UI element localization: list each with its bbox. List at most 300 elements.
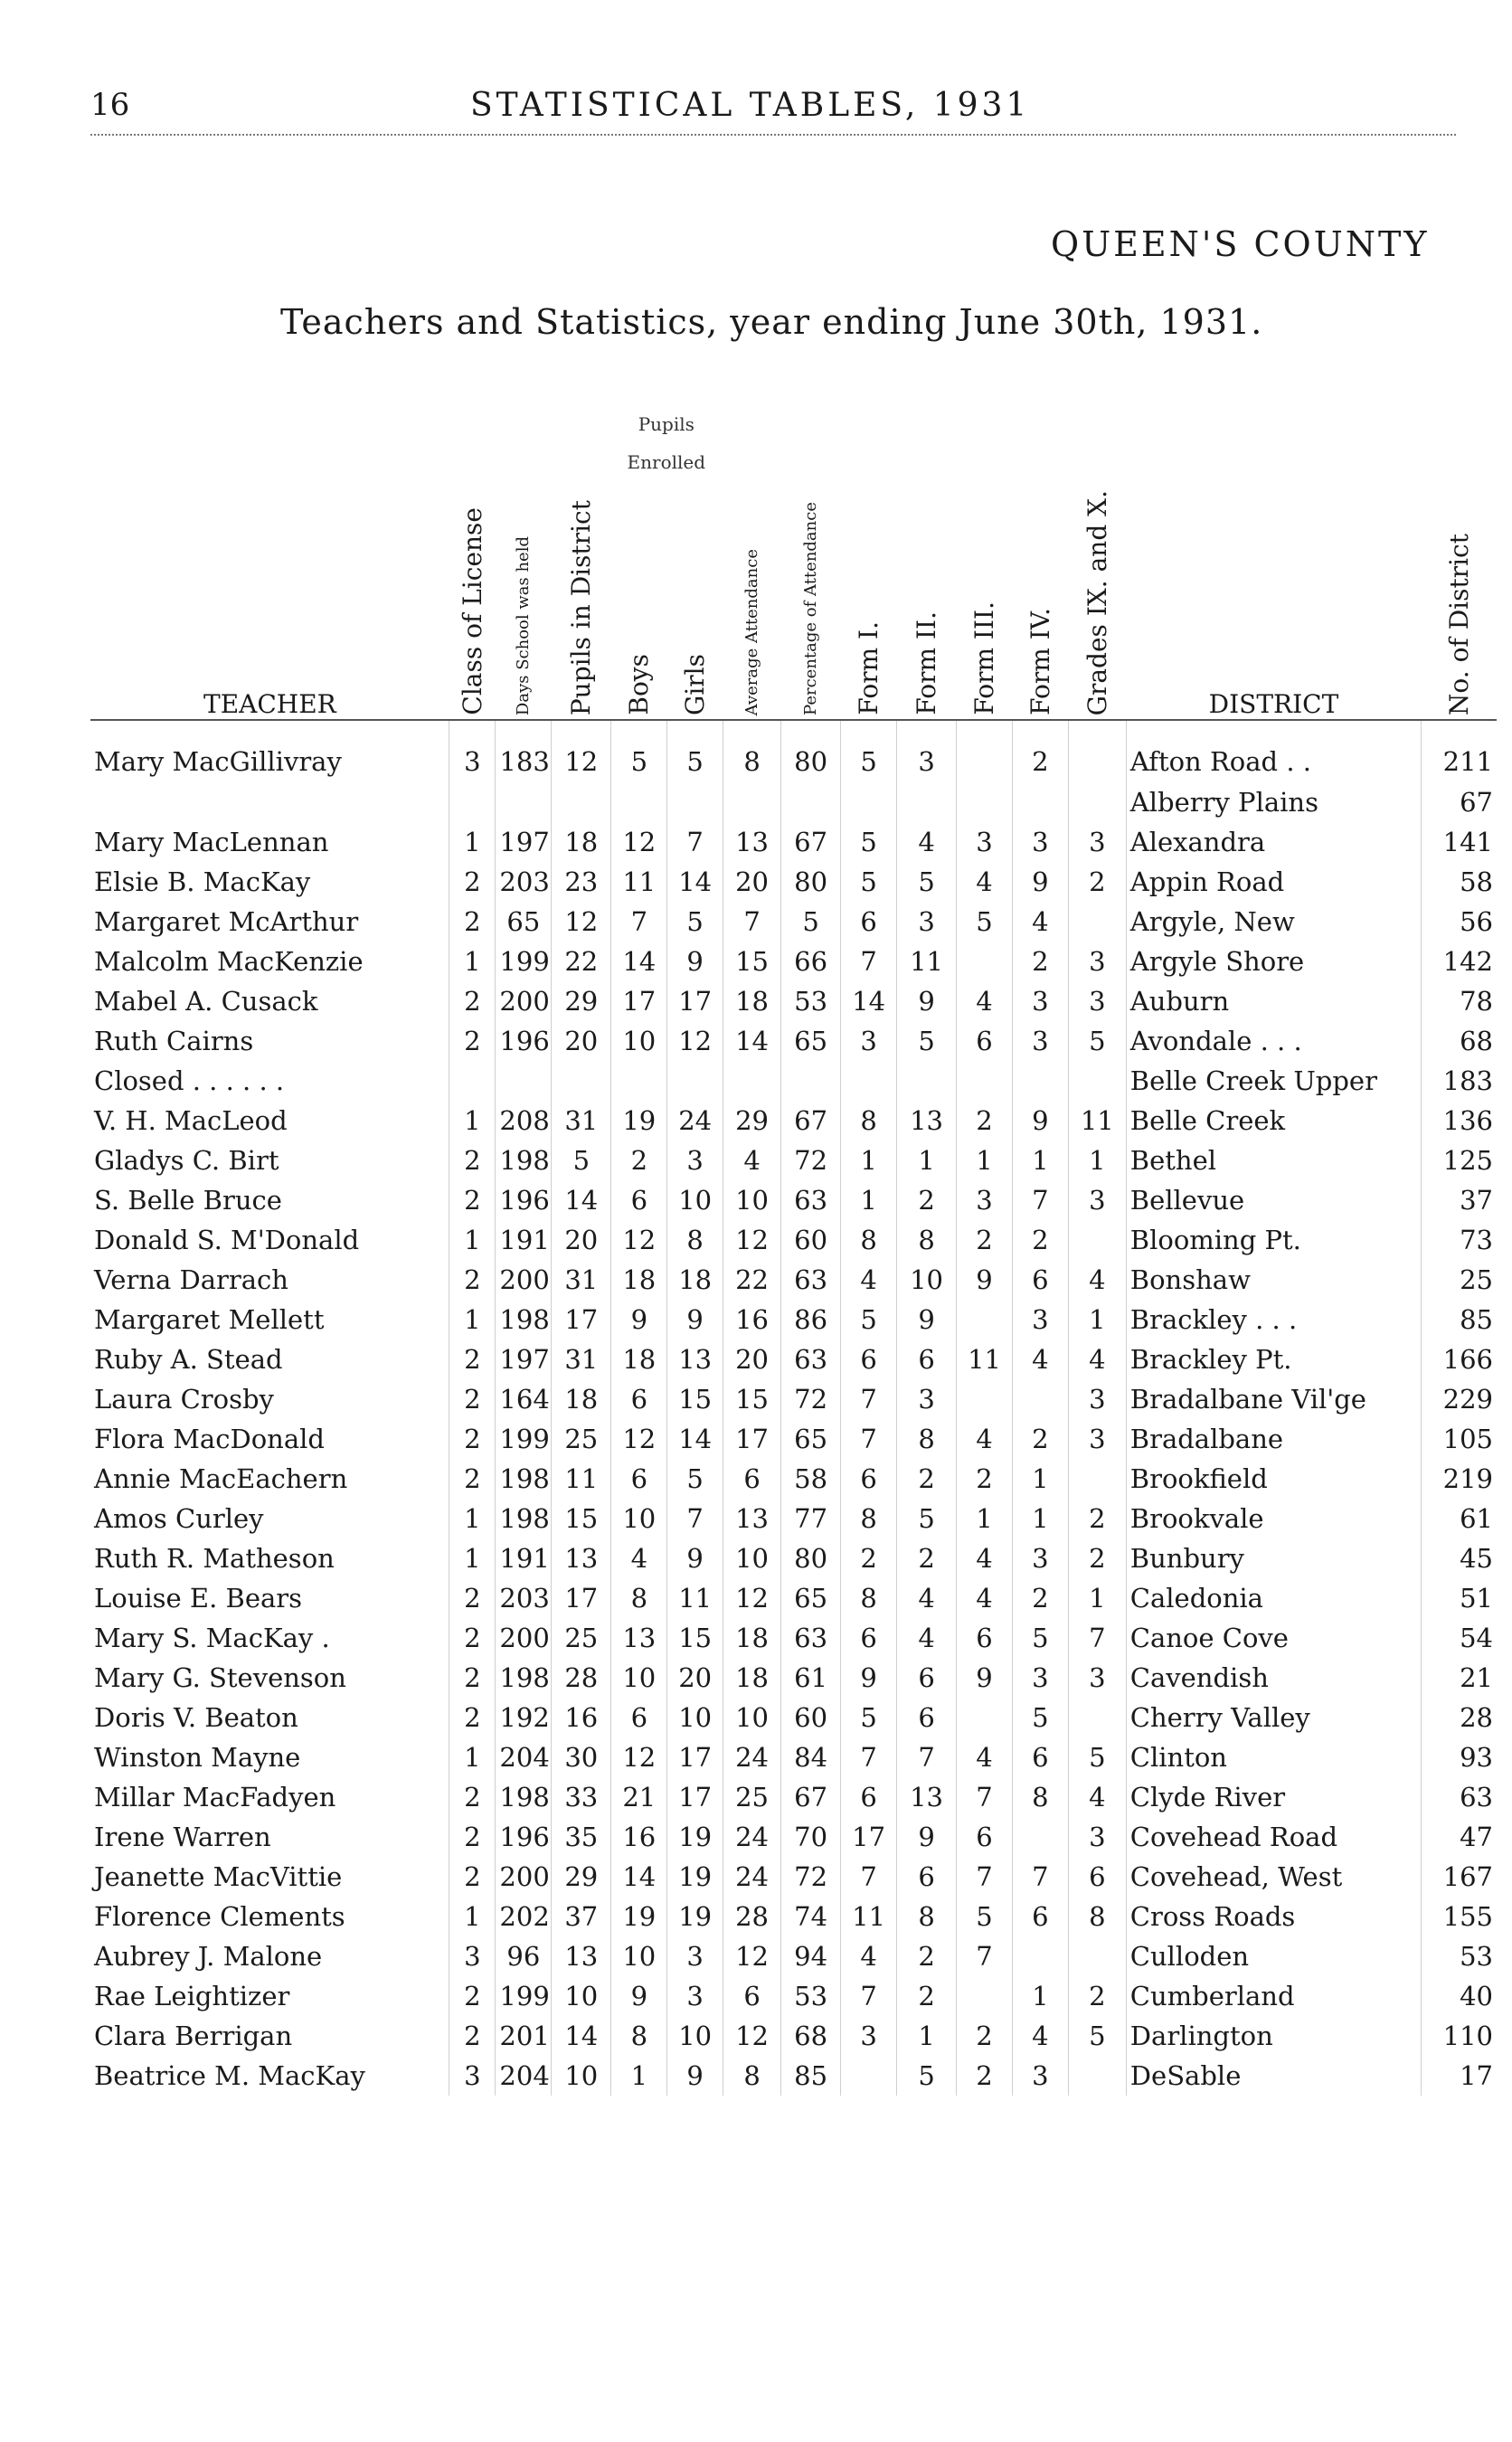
pct-attendance-cell: 70 (781, 1817, 841, 1857)
license-cell: 2 (449, 1618, 496, 1658)
license-cell: 2 (449, 981, 496, 1021)
boys-cell: 19 (611, 1897, 667, 1936)
pupils-cell: 16 (552, 1698, 611, 1737)
form3-cell: 6 (957, 1817, 1013, 1857)
teacher-cell: Malcolm MacKenzie (94, 946, 364, 977)
pupils-cell: 23 (552, 862, 611, 902)
pupils-cell: 5 (552, 1141, 611, 1180)
boys-cell: 8 (611, 1578, 667, 1618)
form3-cell: 6 (957, 1021, 1013, 1061)
pupils-cell: 18 (552, 822, 611, 862)
form2-column-header: Form II. (897, 398, 957, 720)
days-cell: 196 (496, 1817, 552, 1857)
form3-cell (957, 942, 1013, 981)
license-cell: 2 (449, 1141, 496, 1180)
form3-cell: 1 (957, 1141, 1013, 1180)
license-cell: 1 (449, 822, 496, 862)
avg-attendance-cell: 10 (723, 1698, 781, 1737)
avg-attendance-cell: 29 (723, 1101, 781, 1141)
license-cell: 2 (449, 1578, 496, 1618)
pupils-cell: 13 (552, 1936, 611, 1976)
teacher-cell: Mary G. Stevenson (94, 1662, 346, 1693)
form3-cell: 4 (957, 1538, 1013, 1578)
form2-cell: 2 (897, 1459, 957, 1499)
pupils-cell: 30 (552, 1737, 611, 1777)
form1-cell: 6 (841, 1777, 897, 1817)
teacher-cell: Verna Darrach (94, 1264, 288, 1295)
district-no-cell: 54 (1422, 1618, 1497, 1658)
girls-cell: 9 (667, 1300, 723, 1339)
pct-attendance-cell: 65 (781, 1419, 841, 1459)
girls-cell: 17 (667, 1737, 723, 1777)
grades-cell: 3 (1068, 1180, 1126, 1220)
teacher-cell: Winston Mayne (94, 1742, 301, 1773)
form2-cell (897, 1061, 957, 1101)
form4-column-header: Form IV. (1012, 398, 1068, 720)
girls-cell: 17 (667, 981, 723, 1021)
form3-cell: 3 (957, 1180, 1013, 1220)
girls-cell: 5 (667, 1459, 723, 1499)
form4-cell: 8 (1012, 1777, 1068, 1817)
district-no-cell: 141 (1422, 822, 1497, 862)
grades-cell: 1 (1068, 1141, 1126, 1180)
girls-cell: 19 (667, 1817, 723, 1857)
avg-attendance-cell: 6 (723, 1976, 781, 2016)
district-no-cell: 166 (1422, 1339, 1497, 1379)
table-row (90, 1737, 1497, 1777)
grades-cell (1068, 1936, 1126, 1976)
days-cell: 199 (496, 1976, 552, 2016)
teacher-cell: Amos Curley (94, 1503, 264, 1534)
pct-attendance-cell: 63 (781, 1180, 841, 1220)
district-no-cell: 85 (1422, 1300, 1497, 1339)
license-column-header: Class of License (449, 398, 496, 720)
grades-cell (1068, 2056, 1126, 2096)
district-cell: Clinton (1126, 1737, 1421, 1777)
form3-cell (957, 1061, 1013, 1101)
form3-cell: 4 (957, 981, 1013, 1021)
grades-cell (1068, 782, 1126, 822)
boys-cell: 21 (611, 1777, 667, 1817)
license-cell: 3 (449, 2056, 496, 2096)
girls-cell: 5 (667, 902, 723, 942)
avg-attendance-cell: 22 (723, 1260, 781, 1300)
license-cell: 3 (449, 720, 496, 782)
form4-cell (1012, 782, 1068, 822)
girls-cell: 15 (667, 1618, 723, 1658)
days-cell: 203 (496, 1578, 552, 1618)
grades-cell: 3 (1068, 942, 1126, 981)
avg-attendance-cell: 18 (723, 981, 781, 1021)
days-cell: 200 (496, 1857, 552, 1897)
form4-cell: 2 (1012, 1220, 1068, 1260)
form4-cell: 6 (1012, 1260, 1068, 1300)
license-cell: 1 (449, 1897, 496, 1936)
form3-cell: 6 (957, 1618, 1013, 1658)
page-number: 16 (90, 87, 130, 123)
avg-attendance-cell: 24 (723, 1817, 781, 1857)
form3-cell: 5 (957, 1897, 1013, 1936)
form3-cell: 4 (957, 1737, 1013, 1777)
boys-cell: 1 (611, 2056, 667, 2096)
avg-attendance-cell: 10 (723, 1538, 781, 1578)
license-cell: 2 (449, 1260, 496, 1300)
pct-attendance-cell (781, 1061, 841, 1101)
days-cell: 203 (496, 862, 552, 902)
pct-attendance-cell: 66 (781, 942, 841, 981)
district-cell: Afton Road . . (1126, 720, 1421, 782)
form1-cell: 7 (841, 1976, 897, 2016)
form1-cell: 8 (841, 1578, 897, 1618)
table-row (90, 1061, 1497, 1101)
grades-cell (1068, 1061, 1126, 1101)
teacher-cell: Donald S. M'Donald (94, 1225, 360, 1255)
form3-cell: 1 (957, 1499, 1013, 1538)
table-header-row (90, 398, 1497, 720)
form4-cell: 1 (1012, 1499, 1068, 1538)
license-cell: 3 (449, 1936, 496, 1976)
table-row (90, 1698, 1497, 1737)
form1-cell: 5 (841, 1300, 897, 1339)
district-no-cell: 142 (1422, 942, 1497, 981)
form2-cell: 9 (897, 1817, 957, 1857)
license-cell: 2 (449, 902, 496, 942)
form1-cell (841, 1061, 897, 1101)
days-cell (496, 1061, 552, 1101)
days-cell: 208 (496, 1101, 552, 1141)
grades-cell: 3 (1068, 1817, 1126, 1857)
district-cell: Appin Road (1126, 862, 1421, 902)
girls-cell: 9 (667, 942, 723, 981)
form1-cell: 2 (841, 1538, 897, 1578)
boys-cell: 10 (611, 1658, 667, 1698)
table-row (90, 1021, 1497, 1061)
form2-cell: 2 (897, 1936, 957, 1976)
days-cell: 198 (496, 1141, 552, 1180)
district-no-cell: 63 (1422, 1777, 1497, 1817)
form1-cell: 9 (841, 1658, 897, 1698)
pupils-cell: 29 (552, 1857, 611, 1897)
boys-cell: 8 (611, 2016, 667, 2056)
pct-attendance-cell: 67 (781, 1101, 841, 1141)
table-row (90, 2016, 1497, 2056)
days-cell: 198 (496, 1658, 552, 1698)
pct-attendance-column-header: Percentage of Attendance (781, 398, 841, 720)
table-row (90, 942, 1497, 981)
form1-column-header: Form I. (841, 398, 897, 720)
form2-cell: 7 (897, 1737, 957, 1777)
district-no-cell: 51 (1422, 1578, 1497, 1618)
district-no-cell: 229 (1422, 1379, 1497, 1419)
boys-cell: 12 (611, 1737, 667, 1777)
boys-cell: 7 (611, 902, 667, 942)
pupils-cell: 10 (552, 2056, 611, 2096)
form4-cell: 4 (1012, 2016, 1068, 2056)
avg-attendance-cell: 24 (723, 1857, 781, 1897)
grades-cell: 4 (1068, 1339, 1126, 1379)
pupils-cell: 37 (552, 1897, 611, 1936)
district-cell: Bradalbane (1126, 1419, 1421, 1459)
pupils-cell: 17 (552, 1578, 611, 1618)
table-row (90, 782, 1497, 822)
form1-cell: 5 (841, 822, 897, 862)
grades-cell: 2 (1068, 1499, 1126, 1538)
table-row (90, 1499, 1497, 1538)
license-cell: 2 (449, 1817, 496, 1857)
teacher-column-header: TEACHER (90, 398, 449, 720)
form2-cell: 6 (897, 1339, 957, 1379)
pct-attendance-cell: 58 (781, 1459, 841, 1499)
form3-column-header: Form III. (957, 398, 1013, 720)
license-cell: 2 (449, 1180, 496, 1220)
form2-cell: 9 (897, 981, 957, 1021)
district-cell: Alberry Plains (1126, 782, 1421, 822)
days-cell: 198 (496, 1777, 552, 1817)
pct-attendance-cell (781, 782, 841, 822)
form3-cell: 11 (957, 1339, 1013, 1379)
avg-attendance-cell: 7 (723, 902, 781, 942)
form2-cell: 10 (897, 1260, 957, 1300)
pupils-cell: 31 (552, 1260, 611, 1300)
form3-cell: 2 (957, 1101, 1013, 1141)
pct-attendance-cell: 60 (781, 1220, 841, 1260)
form4-cell: 3 (1012, 981, 1068, 1021)
form3-cell: 2 (957, 2056, 1013, 2096)
license-cell: 2 (449, 2016, 496, 2056)
form3-cell: 7 (957, 1857, 1013, 1897)
running-title: STATISTICAL TABLES, 1931 (470, 87, 1031, 124)
district-cell: Bunbury (1126, 1538, 1421, 1578)
form2-cell: 9 (897, 1300, 957, 1339)
teacher-cell: Margaret McArthur (94, 906, 359, 937)
district-cell: Belle Creek (1126, 1101, 1421, 1141)
girls-cell: 24 (667, 1101, 723, 1141)
district-no-cell: 155 (1422, 1897, 1497, 1936)
days-cell: 204 (496, 2056, 552, 2096)
form1-cell: 7 (841, 1379, 897, 1419)
days-cell: 191 (496, 1220, 552, 1260)
form4-cell: 9 (1012, 862, 1068, 902)
form3-cell (957, 720, 1013, 782)
district-cell: Caledonia (1126, 1578, 1421, 1618)
days-column-header: Days School was held (496, 398, 552, 720)
days-cell: 200 (496, 1618, 552, 1658)
teacher-cell: Ruby A. Stead (94, 1344, 283, 1375)
teacher-cell: Gladys C. Birt (94, 1145, 279, 1176)
district-cell: Bethel (1126, 1141, 1421, 1180)
days-cell: 196 (496, 1021, 552, 1061)
district-cell: Avondale . . . (1126, 1021, 1421, 1061)
district-cell: Clyde River (1126, 1777, 1421, 1817)
avg-attendance-cell: 17 (723, 1419, 781, 1459)
district-no-cell: 40 (1422, 1976, 1497, 2016)
pct-attendance-cell: 65 (781, 1578, 841, 1618)
grades-cell: 3 (1068, 822, 1126, 862)
pct-attendance-cell: 60 (781, 1698, 841, 1737)
boys-cell: 9 (611, 1300, 667, 1339)
form2-cell: 4 (897, 1618, 957, 1658)
form2-cell: 5 (897, 862, 957, 902)
table-row (90, 1976, 1497, 2016)
table-row (90, 1777, 1497, 1817)
district-cell: Argyle Shore (1126, 942, 1421, 981)
form2-cell: 5 (897, 1021, 957, 1061)
county-heading: QUEEN'S COUNTY (1051, 224, 1430, 264)
form1-cell: 7 (841, 1857, 897, 1897)
pupils-cell: 35 (552, 1817, 611, 1857)
form4-cell (1012, 1817, 1068, 1857)
form4-cell: 3 (1012, 1021, 1068, 1061)
pupils-cell: 12 (552, 720, 611, 782)
pupils-cell: 31 (552, 1339, 611, 1379)
form2-cell: 13 (897, 1777, 957, 1817)
pct-attendance-cell: 94 (781, 1936, 841, 1976)
license-cell: 2 (449, 1857, 496, 1897)
district-cell: Cavendish (1126, 1658, 1421, 1698)
pct-attendance-cell: 67 (781, 1777, 841, 1817)
table-row (90, 1379, 1497, 1419)
form4-cell: 3 (1012, 1658, 1068, 1698)
form4-cell: 4 (1012, 902, 1068, 942)
teacher-cell: Beatrice M. MacKay (94, 2060, 365, 2091)
form3-cell: 2 (957, 1459, 1013, 1499)
pct-attendance-cell: 86 (781, 1300, 841, 1339)
district-cell: Bellevue (1126, 1180, 1421, 1220)
boys-cell: 18 (611, 1260, 667, 1300)
table-row (90, 1658, 1497, 1698)
boys-column-header: Pupils Enrolled Boys (611, 398, 667, 720)
district-no-cell: 45 (1422, 1538, 1497, 1578)
district-cell: Canoe Cove (1126, 1618, 1421, 1658)
teacher-cell: Annie MacEachern (94, 1463, 348, 1494)
form1-cell: 4 (841, 1936, 897, 1976)
girls-cell: 14 (667, 862, 723, 902)
pct-attendance-cell: 5 (781, 902, 841, 942)
days-cell (496, 782, 552, 822)
form1-cell: 5 (841, 862, 897, 902)
pupils-cell: 17 (552, 1300, 611, 1339)
boys-cell: 14 (611, 942, 667, 981)
grades-cell: 5 (1068, 1737, 1126, 1777)
table-caption: Teachers and Statistics, year ending June 30th, 1931. (280, 302, 1263, 342)
days-cell: 198 (496, 1459, 552, 1499)
days-cell: 201 (496, 2016, 552, 2056)
grades-cell: 8 (1068, 1897, 1126, 1936)
form3-cell (957, 1300, 1013, 1339)
pupils-cell: 14 (552, 2016, 611, 2056)
district-cell: Brackley Pt. (1126, 1339, 1421, 1379)
form1-cell: 6 (841, 1618, 897, 1658)
license-cell: 2 (449, 1419, 496, 1459)
form2-cell: 5 (897, 1499, 957, 1538)
avg-attendance-cell: 14 (723, 1021, 781, 1061)
district-no-cell: 136 (1422, 1101, 1497, 1141)
teacher-cell: Florence Clements (94, 1901, 345, 1932)
form1-cell: 6 (841, 902, 897, 942)
teacher-cell: Doris V. Beaton (94, 1702, 298, 1733)
pupils-cell: 13 (552, 1538, 611, 1578)
license-cell: 1 (449, 1101, 496, 1141)
pupils-cell (552, 1061, 611, 1101)
boys-cell: 6 (611, 1459, 667, 1499)
form4-cell: 1 (1012, 1459, 1068, 1499)
days-cell: 199 (496, 1419, 552, 1459)
boys-cell: 12 (611, 1220, 667, 1260)
district-no-cell: 25 (1422, 1260, 1497, 1300)
form4-cell: 9 (1012, 1101, 1068, 1141)
form2-cell: 1 (897, 1141, 957, 1180)
form1-cell: 7 (841, 1419, 897, 1459)
teacher-cell: Ruth Cairns (94, 1026, 254, 1056)
girls-cell: 7 (667, 1499, 723, 1538)
grades-cell: 3 (1068, 1658, 1126, 1698)
license-cell: 2 (449, 1698, 496, 1737)
grades-cell (1068, 902, 1126, 942)
girls-cell: 19 (667, 1897, 723, 1936)
form3-cell: 2 (957, 1220, 1013, 1260)
district-cell: Argyle, New (1126, 902, 1421, 942)
form1-cell: 1 (841, 1141, 897, 1180)
district-no-cell: 21 (1422, 1658, 1497, 1698)
license-cell: 2 (449, 1658, 496, 1698)
days-cell: 65 (496, 902, 552, 942)
teacher-cell: Clara Berrigan (94, 2021, 293, 2051)
form3-cell: 4 (957, 1419, 1013, 1459)
pct-attendance-cell: 63 (781, 1618, 841, 1658)
license-cell: 1 (449, 1499, 496, 1538)
form4-cell: 5 (1012, 1698, 1068, 1737)
pct-attendance-cell: 84 (781, 1737, 841, 1777)
district-cell: Covehead, West (1126, 1857, 1421, 1897)
pct-attendance-cell: 77 (781, 1499, 841, 1538)
district-no-cell: 67 (1422, 782, 1497, 822)
pupils-cell: 25 (552, 1618, 611, 1658)
avg-attendance-cell (723, 782, 781, 822)
girls-cell: 20 (667, 1658, 723, 1698)
form4-cell: 3 (1012, 1538, 1068, 1578)
form4-cell: 4 (1012, 1339, 1068, 1379)
grades-cell: 4 (1068, 1777, 1126, 1817)
grades-cell (1068, 1220, 1126, 1260)
teacher-cell: Ruth R. Matheson (94, 1543, 335, 1574)
girls-cell: 11 (667, 1578, 723, 1618)
form2-cell: 4 (897, 1578, 957, 1618)
boys-cell: 13 (611, 1618, 667, 1658)
days-cell: 202 (496, 1897, 552, 1936)
table-row (90, 1618, 1497, 1658)
pupils-cell: 29 (552, 981, 611, 1021)
avg-attendance-cell: 10 (723, 1180, 781, 1220)
days-cell: 199 (496, 942, 552, 981)
avg-attendance-cell: 12 (723, 1578, 781, 1618)
days-cell: 198 (496, 1499, 552, 1538)
avg-attendance-cell: 12 (723, 1220, 781, 1260)
avg-attendance-cell: 28 (723, 1897, 781, 1936)
girls-cell (667, 1061, 723, 1101)
pupils-cell: 14 (552, 1180, 611, 1220)
grades-cell: 5 (1068, 2016, 1126, 2056)
table-row (90, 720, 1497, 782)
teacher-cell: Elsie B. MacKay (94, 866, 311, 897)
avg-attendance-cell: 13 (723, 1499, 781, 1538)
form2-cell: 8 (897, 1419, 957, 1459)
girls-cell: 10 (667, 1180, 723, 1220)
form3-cell: 5 (957, 902, 1013, 942)
table-row (90, 822, 1497, 862)
avg-attendance-cell: 16 (723, 1300, 781, 1339)
pupils-enrolled-group-header: Pupils Enrolled (627, 413, 706, 473)
girls-column-header: Girls (667, 398, 723, 720)
